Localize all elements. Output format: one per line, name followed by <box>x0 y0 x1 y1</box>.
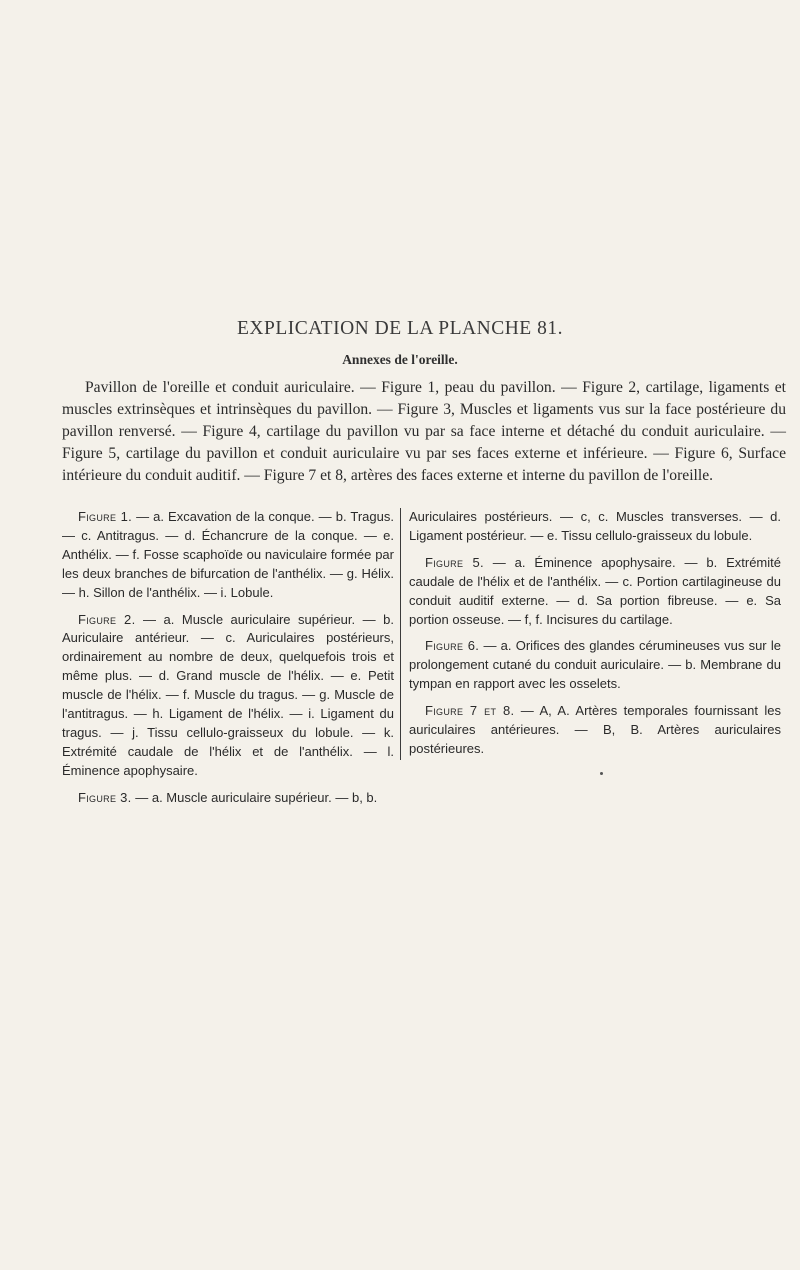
figure-6-entry <box>409 637 781 694</box>
left-column <box>62 508 394 816</box>
figure-5-label: Figure 5. <box>425 554 484 570</box>
ink-speck <box>600 772 603 775</box>
figure-2-entry <box>62 611 394 781</box>
figure-2-label: Figure 2. <box>78 611 136 627</box>
figure-1-entry <box>62 508 394 603</box>
figure-7-8-text: — A, A. Artères temporales fournissant les auriculaires antérieures. — B, B. Artères auriculaires postérieures. <box>409 703 781 756</box>
figure-3-label: Figure 3. <box>78 789 132 805</box>
figure-6-label: Figure 6. <box>425 638 480 654</box>
column-divider <box>400 508 401 760</box>
plate-subtitle: Annexes de l'oreille. <box>342 352 458 367</box>
figure-3-entry <box>62 789 394 808</box>
figure-7-8-label: Figure 7 et 8. <box>425 703 515 719</box>
plate-title: EXPLICATION DE LA PLANCHE 81. <box>237 318 563 339</box>
figure-7-8-entry <box>409 702 781 759</box>
figure-6-text: — a. Orifices des glandes cérumineuses vus sur le prolongement cutané du conduit auriculaire. — b. Membrane du tympan en rapport avec les osselets. <box>409 638 781 692</box>
figure-3-continuation-text: Auriculaires postérieurs. — c, c. Muscles transverses. — d. Ligament postérieur. — e. Tissu cellulo-graisseux du lobule. <box>409 509 781 543</box>
figure-1-text: — a. Excavation de la conque. — b. Tragus. — c. Antitragus. — d. Échancrure de la conque. — e. Anthélix. — f. Fosse scaphoïde ou naviculaire formée par les deux branches de bifurcation de l'anthélix. — g. Hélix. — h. Sillon de l'anthélix. — i. Lobule. <box>62 509 394 600</box>
figure-2-text: — a. Muscle auriculaire supérieur. — b. Auriculaire antérieur. — c. Auriculaires postérieurs, ordinairement au nombre de deux, quelquefois trois et même plus. — d. Grand muscle de l'hélix. — e. Petit muscle de l'hélix. — f. Muscle du tragus. — g. Muscle de l'antitragus. — h. Ligament de l'hélix. — i. Ligament du tragus. — j. Tissu cellulo-graisseux du lobule. — k. Extrémité caudale de l'hélix et de l'anthélix. — l. Éminence apophysaire. <box>62 611 394 778</box>
figure-5-entry <box>409 554 781 630</box>
figure-5-text: — a. Éminence apophysaire. — b. Extrémité caudale de l'hélix et de l'anthélix. — c. Portion cartilagineuse du conduit auditif externe. — d. Sa portion fibreuse. — e. Sa portion osseuse. — f, f. Incisures du cartilage. <box>409 554 781 627</box>
figure-3-continuation <box>409 508 781 546</box>
figure-3-text: — a. Muscle auriculaire supérieur. — b, b. <box>131 789 378 805</box>
figure-1-label: Figure 1. <box>78 509 133 524</box>
right-column <box>409 508 781 767</box>
intro-paragraph: Pavillon de l'oreille et conduit auriculaire. — Figure 1, peau du pavillon. — Figure 2, cartilage, ligaments et muscles extrinsèques et intrinsèques du pavillon. — Figure 3, Muscles et ligaments vus sur la face postérieure du pavillon renversé. — Figure 4, cartilage du pavillon vu par sa face interne et détaché du conduit auriculaire. — Figure 5, cartilage du pavillon et conduit auriculaire vu par ses faces externe et inférieure. — Figure 6, Surface intérieure du conduit auditif. — Figure 7 et 8, artères des faces externe et interne du pavillon de l'oreille. <box>62 379 786 484</box>
